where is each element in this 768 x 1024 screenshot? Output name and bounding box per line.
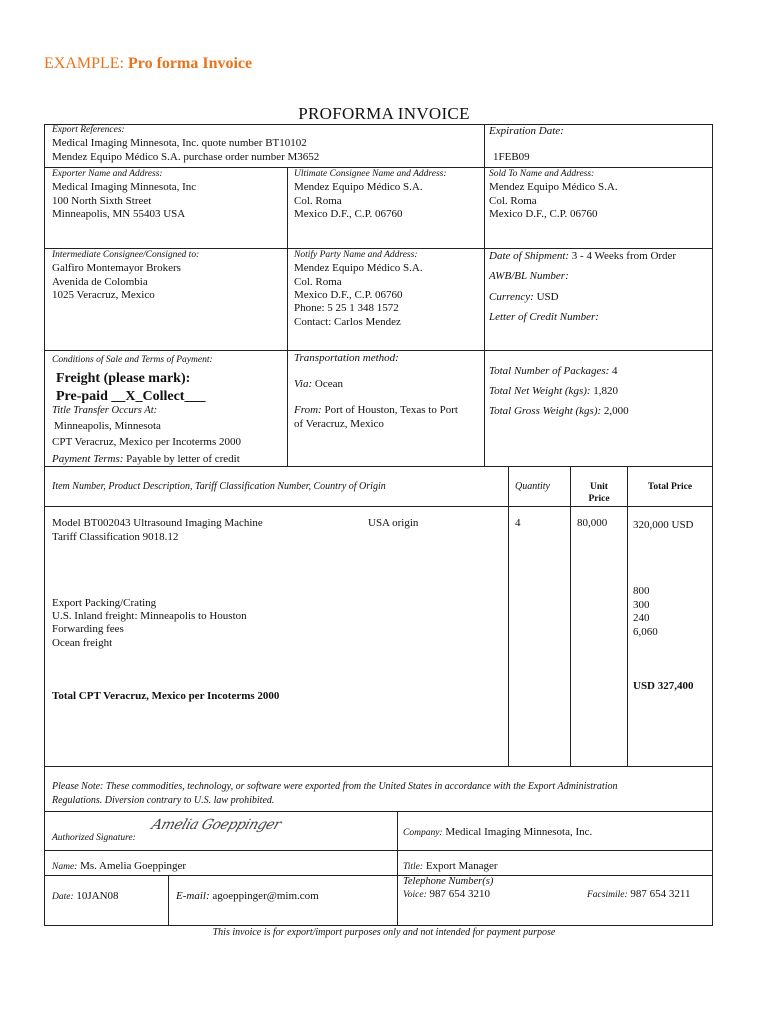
from-value-line2: of Veracruz, Mexico <box>294 418 384 430</box>
total-price-header: Total Price <box>647 482 693 492</box>
unit-price-header-line1: Unit <box>590 482 608 492</box>
transport-from <box>294 404 458 418</box>
notify-party-label: Notify Party Name and Address: <box>294 250 418 260</box>
handwritten-signature: Amelia Goeppinger <box>149 817 283 833</box>
charge-label: U.S. Inland freight: Minneapolis to Houston <box>52 610 247 622</box>
transport-via <box>294 378 343 392</box>
item-quantity: 4 <box>515 517 521 529</box>
from-value-line1: Port of Houston, Texas to Port <box>324 404 458 416</box>
net-weight-value: 1,820 <box>593 385 619 397</box>
ultimate-consignee-line: Mexico D.F., C.P. 06760 <box>294 208 403 220</box>
signer-title <box>403 860 498 875</box>
email-value: agoeppinger@mim.com <box>212 890 319 902</box>
email-label: E-mail: <box>176 890 210 902</box>
total-packages-value: 4 <box>612 365 618 377</box>
conditions-label: Conditions of Sale and Terms of Payment: <box>52 355 213 365</box>
sold-to-line: Col. Roma <box>489 195 537 207</box>
intermediate-consignee-label: Intermediate Consignee/Consigned to: <box>52 250 200 260</box>
date-of-shipment-value: 3 - 4 Weeks from Order <box>571 250 677 262</box>
expiration-date-label: Expiration Date: <box>489 125 564 137</box>
name-label: Name: <box>52 862 78 872</box>
sold-to-line: Mendez Equipo Médico S.A. <box>489 181 618 193</box>
notify-party-line: Mexico D.F., C.P. 06760 <box>294 289 403 301</box>
ultimate-consignee-label: Ultimate Consignee Name and Address: <box>294 169 447 179</box>
via-label: Via: <box>294 378 313 390</box>
charge-amount: 240 <box>633 612 650 624</box>
from-label: From: <box>294 404 322 416</box>
example-prefix: EXAMPLE: <box>44 55 124 72</box>
charge-label: Export Packing/Crating <box>52 597 157 609</box>
authorized-signature-label: Authorized Signature: <box>52 833 136 843</box>
email <box>176 890 319 904</box>
voice-number <box>403 888 490 903</box>
quantity-header: Quantity <box>515 481 550 492</box>
items-description-header: Item Number, Product Description, Tariff Classification Number, Country of Origin <box>52 481 386 492</box>
title-transfer-label: Title Transfer Occurs At: <box>52 405 158 416</box>
signed-date <box>52 890 119 905</box>
exporter-label: Exporter Name and Address: <box>52 169 163 179</box>
charge-amount: 300 <box>633 599 650 611</box>
currency-value: USD <box>536 291 559 303</box>
ultimate-consignee-line: Col. Roma <box>294 195 342 207</box>
example-heading <box>44 55 252 73</box>
notify-party-line: Mendez Equipo Médico S.A. <box>294 262 423 274</box>
item-origin: USA origin <box>368 517 419 529</box>
company-value: Medical Imaging Minnesota, Inc. <box>445 826 593 838</box>
charge-label: Ocean freight <box>52 637 113 649</box>
charge-label: Forwarding fees <box>52 623 124 635</box>
letter-of-credit-label: Letter of Credit Number: <box>489 311 599 323</box>
payment-terms-value: Payable by letter of credit <box>126 453 240 465</box>
total-net-weight <box>489 385 618 399</box>
export-references-label: Export References: <box>52 125 125 135</box>
payment-terms-label: Payment Terms: <box>52 453 124 465</box>
fax-value: 987 654 3211 <box>630 888 691 900</box>
notify-party-contact: Contact: Carlos Mendez <box>294 316 401 328</box>
export-references-line1: Medical Imaging Minnesota, Inc. quote number BT10102 <box>52 137 307 149</box>
notify-party-phone: Phone: 5 25 1 348 1572 <box>294 302 399 314</box>
currency <box>489 291 559 305</box>
signer-name <box>52 860 186 875</box>
via-value: Ocean <box>314 378 343 390</box>
payment-terms <box>52 453 240 467</box>
transportation-method-label: Transportation method: <box>294 352 399 364</box>
unit-price-header-line2: Price <box>588 494 610 504</box>
intermediate-consignee-line: Galfiro Montemayor Brokers <box>52 262 181 274</box>
date-of-shipment-label: Date of Shipment: <box>489 250 570 262</box>
expiration-date-value: 1FEB09 <box>493 151 530 163</box>
cpt-terms: CPT Veracruz, Mexico per Incoterms 2000 <box>52 436 241 448</box>
gross-weight-value: 2,000 <box>603 405 629 417</box>
footer-disclaimer: This invoice is for export/import purposes only and not intended for payment purpose <box>212 927 556 938</box>
item-unit-price: 80,000 <box>577 517 608 529</box>
page-title: PROFORMA INVOICE <box>298 104 470 123</box>
sold-to-line: Mexico D.F., C.P. 06760 <box>489 208 598 220</box>
export-note-line2: Regulations. Diversion contrary to U.S. law prohibited. <box>52 795 275 806</box>
total-gross-weight <box>489 405 629 419</box>
awb-bl-number-label: AWB/BL Number: <box>489 270 569 282</box>
exporter-line: Medical Imaging Minnesota, Inc <box>52 181 197 193</box>
fax-number <box>587 888 690 903</box>
fax-label: Facsimile: <box>587 890 628 900</box>
voice-label: Voice: <box>403 890 427 900</box>
total-packages-label: Total Number of Packages: <box>489 365 610 377</box>
freight-line1: Freight (please mark): <box>56 371 191 386</box>
title-value: Export Manager <box>425 860 498 872</box>
currency-label: Currency: <box>489 291 534 303</box>
total-amount: USD 327,400 <box>633 680 694 692</box>
item-model: Model BT002043 Ultrasound Imaging Machine <box>52 517 263 529</box>
sold-to-label: Sold To Name and Address: <box>489 169 595 179</box>
notify-party-line: Col. Roma <box>294 276 342 288</box>
total-label: Total CPT Veracruz, Mexico per Incoterms 2000 <box>52 690 280 702</box>
total-packages <box>489 365 618 379</box>
export-references-line2: Mendez Equipo Médico S.A. purchase order number M3652 <box>52 151 320 163</box>
charge-amount: 800 <box>633 585 650 597</box>
ultimate-consignee-line: Mendez Equipo Médico S.A. <box>294 181 423 193</box>
date-label: Date: <box>52 892 74 902</box>
date-value: 10JAN08 <box>76 890 119 902</box>
exporter-line: 100 North Sixth Street <box>52 195 152 207</box>
export-note-line1: Please Note: These commodities, technology, or software were exported from the United States in accordance with the Export Administration <box>52 781 618 792</box>
gross-weight-label: Total Gross Weight (kgs): <box>489 405 602 417</box>
title-transfer-value: Minneapolis, Minnesota <box>54 420 161 432</box>
item-tariff: Tariff Classification 9018.12 <box>52 531 179 543</box>
example-title: Pro forma Invoice <box>128 55 253 72</box>
title-label: Title: <box>403 862 424 872</box>
charge-amount: 6,060 <box>633 626 658 638</box>
date-of-shipment <box>489 250 676 264</box>
freight-line2: Pre-paid __X_Collect___ <box>56 389 206 404</box>
telephone-label: Telephone Number(s) <box>403 876 494 887</box>
intermediate-consignee-line: Avenida de Colombia <box>52 276 148 288</box>
company <box>403 826 592 841</box>
name-value: Ms. Amelia Goeppinger <box>80 860 187 872</box>
voice-value: 987 654 3210 <box>429 888 490 900</box>
exporter-line: Minneapolis, MN 55403 USA <box>52 208 186 220</box>
item-total-price: 320,000 USD <box>633 519 694 531</box>
company-label: Company: <box>403 828 443 838</box>
intermediate-consignee-line: 1025 Veracruz, Mexico <box>52 289 155 301</box>
unit-price-header <box>571 481 627 505</box>
net-weight-label: Total Net Weight (kgs): <box>489 385 591 397</box>
